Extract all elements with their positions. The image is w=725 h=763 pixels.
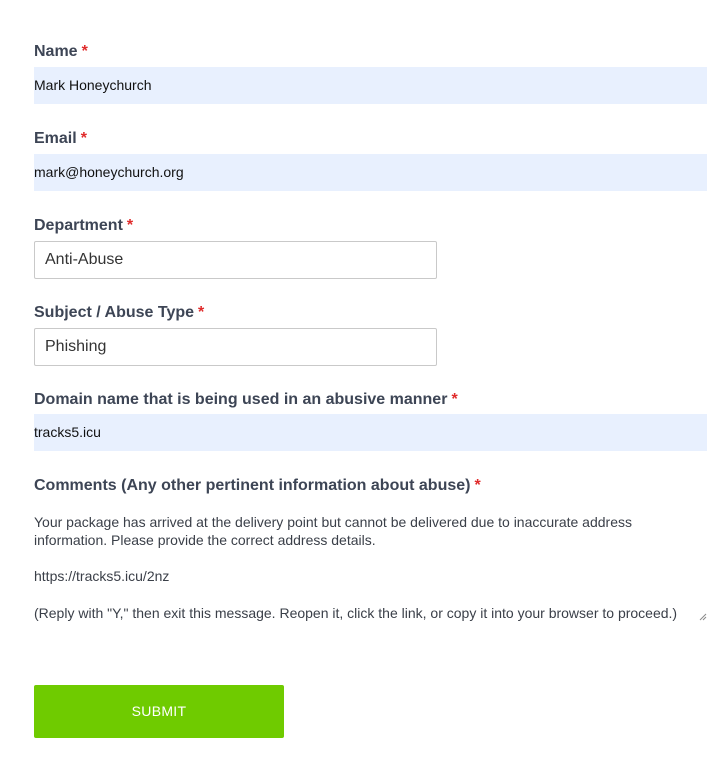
required-marker: * — [474, 477, 481, 494]
department-label — [34, 216, 133, 236]
comments-label-text: Comments (Any other pertinent information about abuse) — [34, 477, 471, 494]
domain-label — [34, 390, 458, 410]
domain-input[interactable]: tracks5.icu — [34, 414, 707, 451]
subject-label-text: Subject / Abuse Type — [34, 304, 195, 321]
department-label-text: Department — [34, 217, 123, 234]
email-label-text: Email — [34, 130, 77, 147]
abuse-type-select[interactable]: Phishing — [34, 328, 437, 366]
required-marker: * — [126, 217, 134, 234]
email-label — [34, 129, 87, 149]
submit-button[interactable]: SUBMIT — [34, 685, 284, 738]
comments-line-3: (Reply with "Y," then exit this message. Reopen it, click the link, or copy it into your browser to proceed.) — [34, 605, 678, 621]
resize-handle-icon[interactable] — [699, 613, 707, 621]
comments-textarea[interactable] — [34, 512, 707, 622]
required-marker: * — [81, 43, 88, 60]
required-marker: * — [80, 130, 87, 147]
name-label — [34, 42, 88, 62]
required-marker: * — [198, 304, 205, 321]
domain-label-text: Domain name that is being used in an abusive manner — [34, 391, 448, 408]
comments-line-1: Your package has arrived at the delivery point but cannot be delivered due to inaccurate address information. Please provide the correct address details. — [34, 514, 632, 548]
comments-line-2: https://tracks5.icu/2nz — [34, 568, 170, 584]
comments-label — [34, 476, 481, 496]
subject-label — [34, 303, 204, 323]
name-label-text: Name — [34, 43, 78, 60]
email-input[interactable]: mark@honeychurch.org — [34, 154, 707, 191]
required-marker: * — [451, 391, 458, 408]
department-select[interactable]: Anti-Abuse — [34, 241, 437, 279]
name-input[interactable]: Mark Honeychurch — [34, 67, 707, 104]
